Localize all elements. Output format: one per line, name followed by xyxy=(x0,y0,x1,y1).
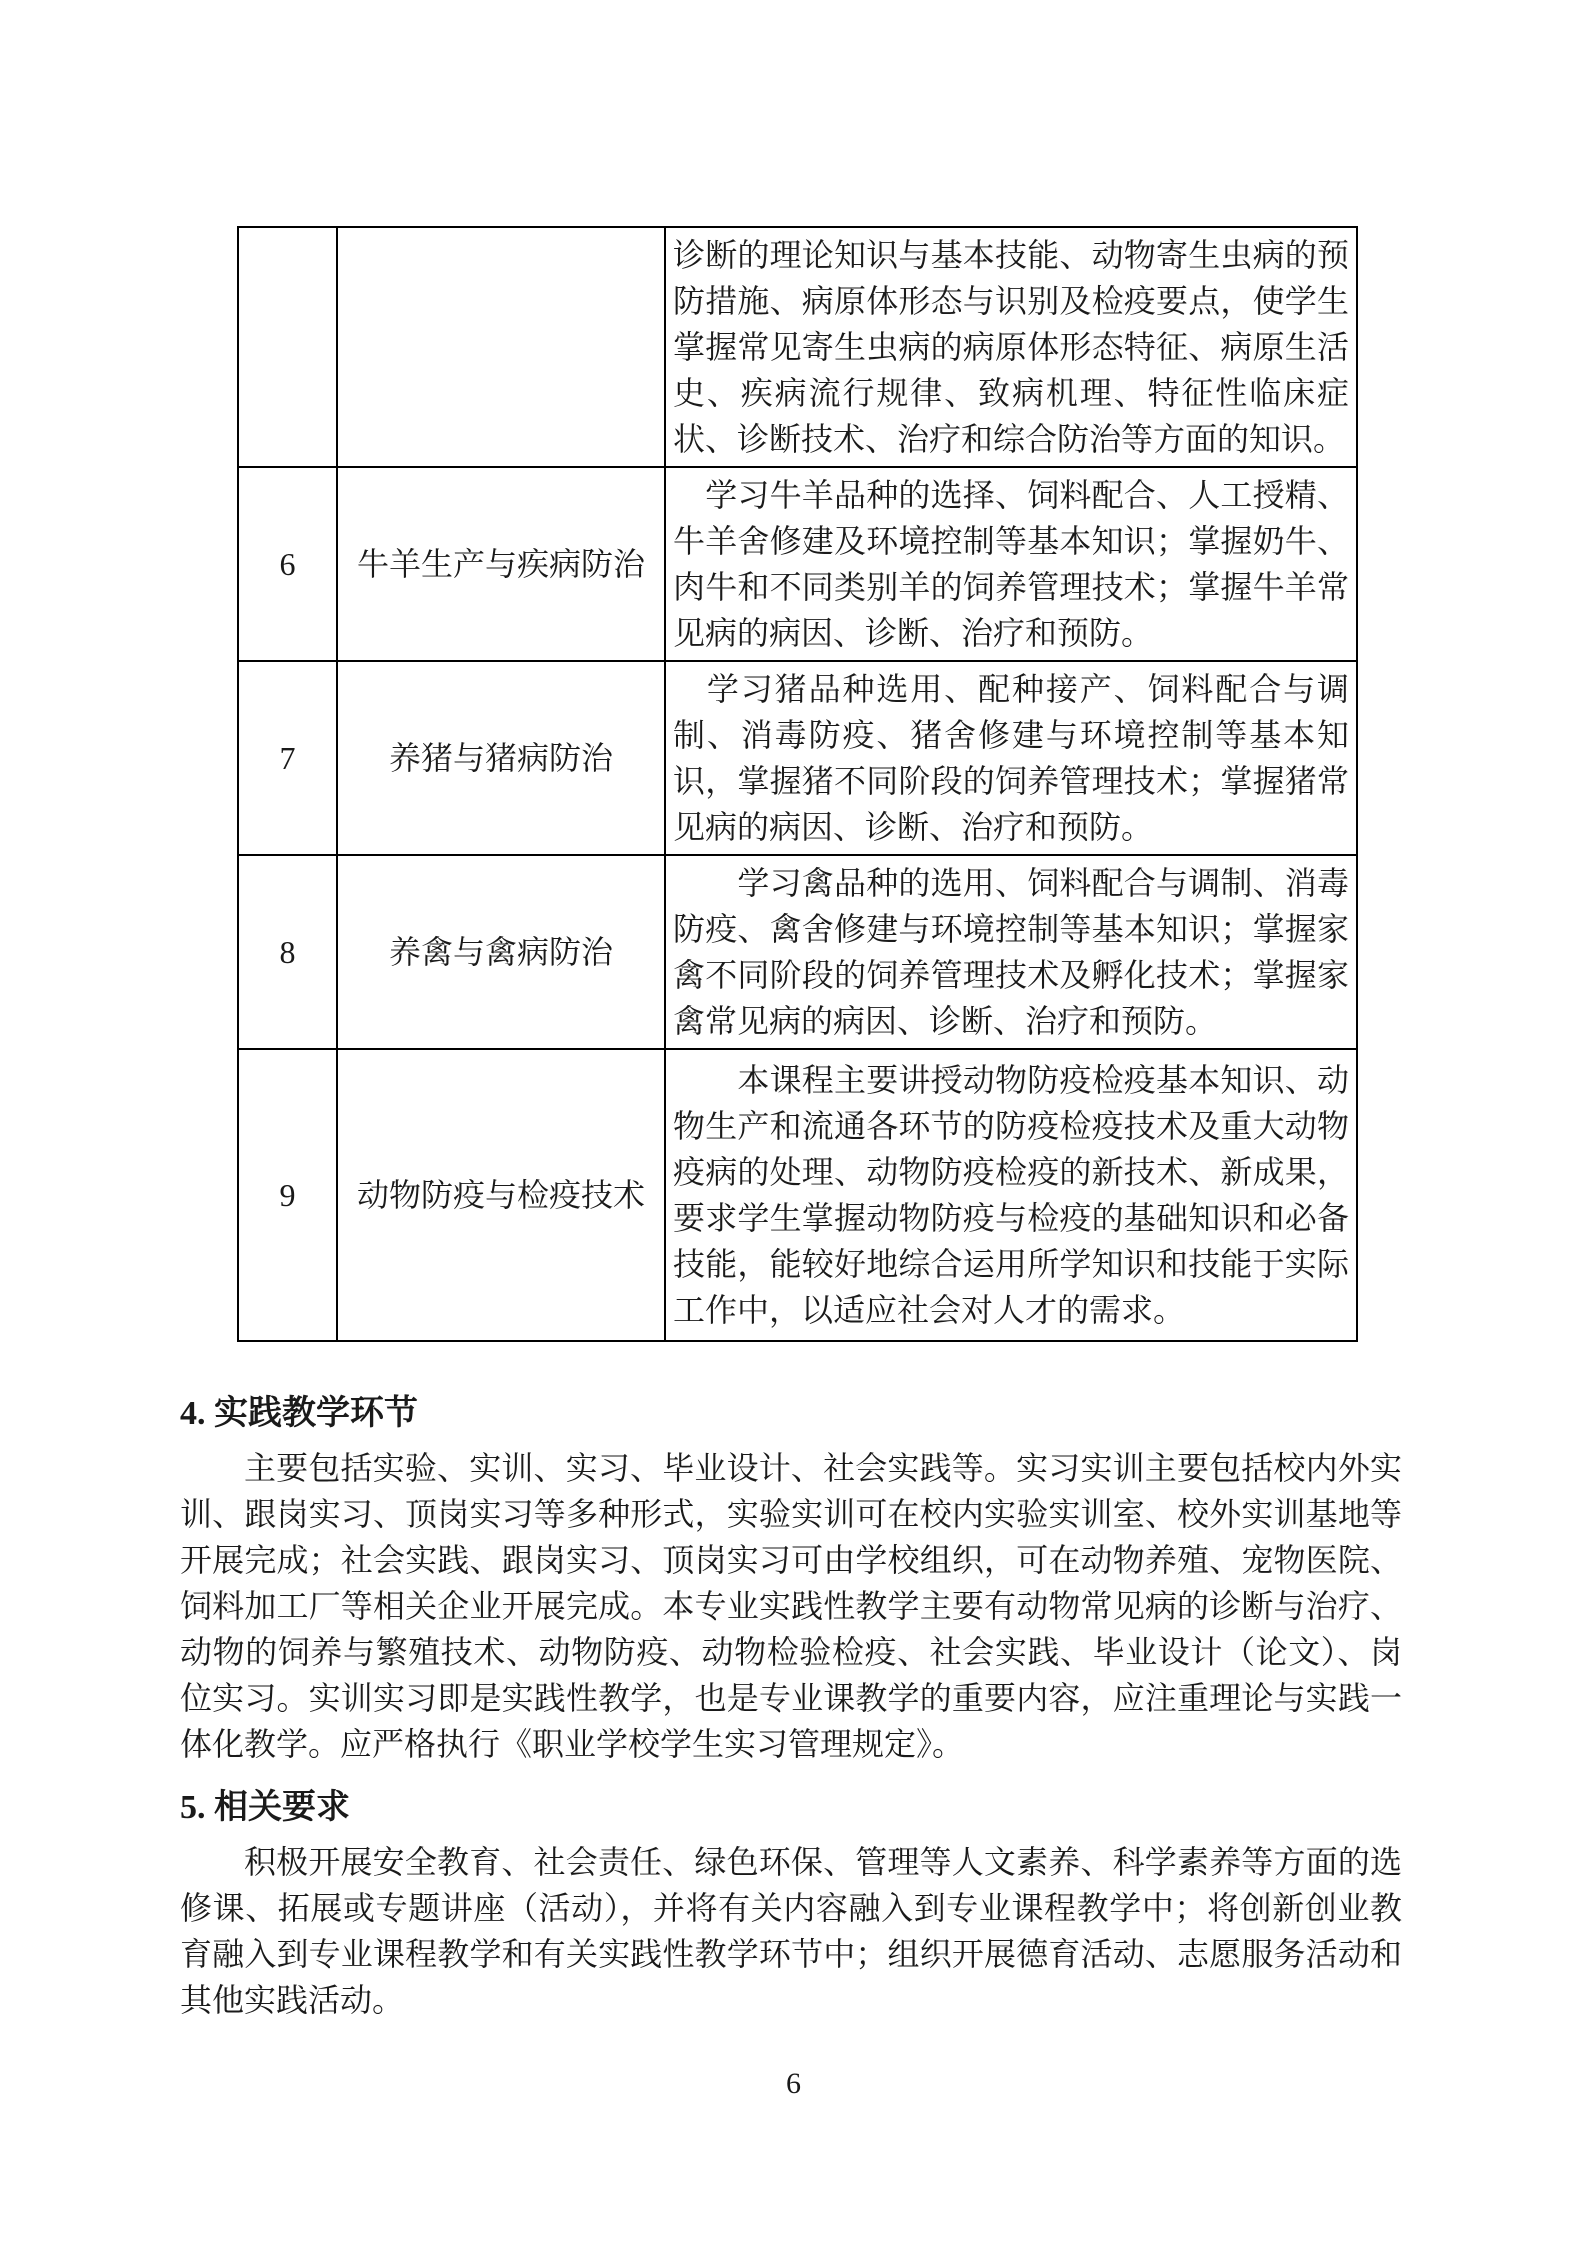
course-name-cell: 养禽与禽病防治 xyxy=(337,855,665,1049)
page-number: 6 xyxy=(786,2067,801,2100)
table-row xyxy=(238,467,1357,661)
section-body-practical-teaching: 主要包括实验、实训、实习、毕业设计、社会实践等。实习实训主要包括校内外实训、跟岗实习、顶岗实习等多种形式，实验实训可在校内实验实训室、校外实训基地等开展完成；社会实践、跟岗实习、顶岗实习可由学校组织，可在动物养殖、宠物医院、饲料加工厂等相关企业开展完成。本专业实践性教学主要有动物常见病的诊断与治疗、动物的饲养与繁殖技术、动物防疫、动物检验检疫、社会实践、毕业设计（论文）、岗位实习。实训实习即是实践性教学，也是专业课教学的重要内容，应注重理论与实践一体化教学。应严格执行《职业学校学生实习管理规定》。 xyxy=(180,1450,1402,1762)
table-row xyxy=(238,1049,1357,1341)
course-number-cell: 7 xyxy=(238,661,337,855)
course-number-cell: 8 xyxy=(238,855,337,1049)
course-number-cell: 6 xyxy=(238,467,337,661)
course-description-cell: 学习猪品种选用、配种接产、饲料配合与调制、消毒防疫、猪舍修建与环境控制等基本知识，掌握猪不同阶段的饲养管理技术；掌握猪常见病的病因、诊断、治疗和预防。 xyxy=(665,661,1357,855)
section-heading-practical-teaching: 4. 实践教学环节 xyxy=(180,1395,418,1432)
text-sections xyxy=(180,1391,1402,2023)
course-name-cell: 牛羊生产与疾病防治 xyxy=(337,467,665,661)
course-description-cell: 学习禽品种的选用、饲料配合与调制、消毒防疫、禽舍修建与环境控制等基本知识；掌握家禽不同阶段的饲养管理技术及孵化技术；掌握家禽常见病的病因、诊断、治疗和预防。 xyxy=(665,855,1357,1049)
course-description-cell: 本课程主要讲授动物防疫检疫基本知识、动物生产和流通各环节的防疫检疫技术及重大动物疫病的处理、动物防疫检疫的新技术、新成果，要求学生掌握动物防疫与检疫的基础知识和必备技能，能较好地综合运用所学知识和技能于实际工作中，以适应社会对人才的需求。 xyxy=(665,1049,1357,1341)
course-description-cell: 学习牛羊品种的选择、饲料配合、人工授精、牛羊舍修建及环境控制等基本知识；掌握奶牛、肉牛和不同类别羊的饲养管理技术；掌握牛羊常见病的病因、诊断、治疗和预防。 xyxy=(665,467,1357,661)
table-row xyxy=(238,855,1357,1049)
course-table xyxy=(237,226,1358,1342)
section-body-related-requirements: 积极开展安全教育、社会责任、绿色环保、管理等人文素养、科学素养等方面的选修课、拓展或专题讲座（活动），并将有关内容融入到专业课程教学中；将创新创业教育融入到专业课程教学和有关实践性教学环节中；组织开展德育活动、志愿服务活动和其他实践活动。 xyxy=(180,1844,1402,2018)
course-number-cell xyxy=(238,227,337,467)
section-heading-related-requirements: 5. 相关要求 xyxy=(180,1789,350,1826)
table-row xyxy=(238,227,1357,467)
table-row xyxy=(238,661,1357,855)
course-description-cell: 诊断的理论知识与基本技能、动物寄生虫病的预防措施、病原体形态与识别及检疫要点，使学生掌握常见寄生虫病的病原体形态特征、病原生活史、疾病流行规律、致病机理、特征性临床症状、诊断技术、治疗和综合防治等方面的知识。 xyxy=(665,227,1357,467)
course-number-cell: 9 xyxy=(238,1049,337,1341)
course-name-cell: 动物防疫与检疫技术 xyxy=(337,1049,665,1341)
course-name-cell: 养猪与猪病防治 xyxy=(337,661,665,855)
course-name-cell xyxy=(337,227,665,467)
